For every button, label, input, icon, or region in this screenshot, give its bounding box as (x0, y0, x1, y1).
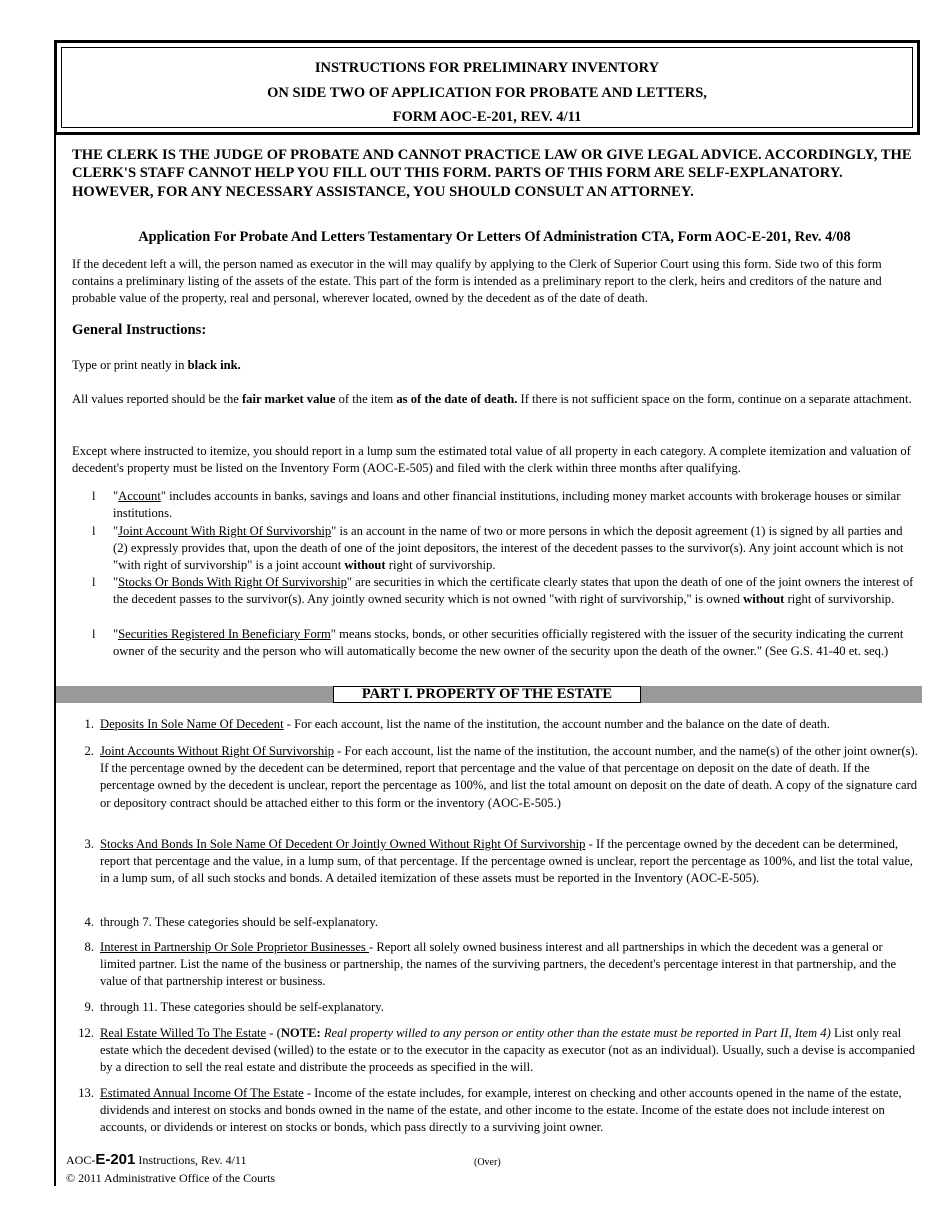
definition-stocks-bonds: l "Stocks Or Bonds With Right Of Survivorship" are securities in which the certificate clearly states that upon the death of one of the joint owners the interest of the decedent passes to the survivor(s). Any jointly owned security which is not owned "with right of survivorship," is owned without right of survivorship. (92, 575, 914, 607)
item-term: Joint Accounts Without Right Of Survivorship (100, 744, 334, 758)
item-term: Stocks And Bonds In Sole Name Of Decedent Or Jointly Owned Without Right Of Survivorship (100, 837, 586, 851)
item-number: 3. (84, 837, 94, 851)
item-number: 8. (84, 940, 94, 954)
part-1-title: PART I. PROPERTY OF THE ESTATE (333, 686, 641, 703)
ink-instruction (72, 357, 920, 374)
definition-bold: without (743, 592, 785, 607)
definition-text: " are securities in which the certificate clearly states that upon the death of one of the joint owners the interest of the decedent passes to the survivor(s). Any jointly owned security which is not owned "with right of survivorship," is owned (113, 575, 914, 607)
bullet-marker: l (92, 627, 96, 641)
item-4-7 (72, 914, 920, 931)
item-text: - For each account, list the name of the institution, the account number and the balance on the date of death. (283, 717, 830, 731)
values-bold-2: as of the date of death. (396, 392, 518, 406)
item-3 (72, 836, 920, 888)
title-line-1: INSTRUCTIONS FOR PRELIMINARY INVENTORY (314, 60, 660, 76)
definition-joint-account: l "Joint Account With Right Of Survivorship" is an account in the name of two or more persons in which the deposit agreement (1) is signed by all parties and (2) expressly provides that, upon the death of one of the joint depositors, the interest of the decedent passes to the survivor(s). Any joint account which is not "with right of survivorship" is a joint account without right of survivorship. (92, 524, 904, 573)
item-text-pre: - ( (266, 1026, 281, 1040)
title-line-3: FORM AOC-E-201, REV. 4/11 (392, 109, 582, 125)
footer-suffix: Instructions, Rev. 4/11 (135, 1153, 247, 1167)
ink-text: Type or print neatly in (72, 358, 188, 372)
item-text: - If the percentage owned by the decedent can be determined, report that percentage and the value, in a lump sum, of that percentage. If the percentage owned is unclear, report the percentage as 100%, and list the total value, in a lump sum, of all such stocks and bonds. A detailed itemization of these assets must be reported in the Inventory (AOC-E-505). (100, 837, 913, 886)
definition-text: " means stocks, bonds, or other securities officially registered with the issuer of the security indicating the current owner of the security and the person who will automatically become the new owner of the security upon the death of the owner." (See G.S. 41-40 et. seq.) (113, 627, 904, 659)
definition-text: " includes accounts in banks, savings and loans and other financial institutions, including money market accounts with brokerage houses or similar institutions. (113, 489, 901, 521)
item-13 (72, 1085, 920, 1137)
general-instructions-heading: General Instructions: (72, 322, 207, 338)
definition-term: Joint Account With Right Of Survivorship (118, 524, 332, 538)
footer-form-id (66, 1151, 275, 1187)
footer-over: (Over) (474, 1157, 501, 1168)
legal-advice-warning: THE CLERK IS THE JUDGE OF PROBATE AND CANNOT PRACTICE LAW OR GIVE LEGAL ADVICE. ACCORDINGLY, THE CLERK'S STAFF CANNOT HELP YOU FILL OUT THIS FORM. PARTS OF THIS FORM ARE SELF-EXPLANATORY. HOWEVER, FOR ANY NECESSARY ASSISTANCE, YOU SHOULD CONSULT AN ATTORNEY. (72, 147, 912, 200)
values-text-2: of the item (335, 392, 397, 406)
item-2 (72, 743, 920, 812)
definition-text: " is an account in the name of two or more persons in which the deposit agreement (1) is signed by all parties and (2) expressly provides that, upon the death of one of the joint depositors, the interest of the decedent passes to the survivor(s). Any joint account which is not "with right of survivorship" is a joint account (113, 524, 904, 573)
item-12 (72, 1025, 920, 1077)
itemize-instruction: Except where instructed to itemize, you should report in a lump sum the estimated total value of all property in each category. A complete itemization and valuation of decedent's property must be listed on the Inventory Form (AOC-E-505) and filed with the clerk within three months after qualifying. (72, 444, 911, 476)
item-text: - Income of the estate includes, for example, interest on checking and other accounts opened in the name of the estate, dividends and interest on stocks and bonds owned in the name of the estate, and other income to the estate. Income of the estate does not include interest on accounts, or dividends or interest on stocks or bonds, which pass directly to a surviving joint owner. (100, 1086, 902, 1135)
footer-form-number: E-201 (95, 1151, 136, 1168)
intro-paragraph: If the decedent left a will, the person named as executor in the will may qualify by applying to the Clerk of Superior Court using this form. Side two of this form contains a preliminary listing of the assets of the estate. This part of the form is intended as a preliminary report to the clerk, heirs and creditors of the nature and probable value of the property, real and personal, wherever located, owned by the decedent as of the date of death. (72, 257, 882, 306)
values-bold-1: fair market value (241, 392, 336, 406)
values-text-3: If there is not sufficient space on the form, continue on a separate attachment. (517, 392, 912, 406)
item-number: 12. (78, 1026, 94, 1040)
item-text: - Report all solely owned business interest and all partnerships in which the decedent was a general or limited partner. List the name of the business or partnership, the names of the surviving partners, the decedent's percentage interest in that partnership, and the value of that partnership interest or business. (100, 940, 897, 989)
definition-term: Securities Registered In Beneficiary Form (118, 627, 331, 641)
bullet-marker: l (92, 524, 96, 538)
definition-text-end: right of survivorship. (784, 592, 895, 607)
title-block (61, 47, 913, 128)
item-text: - For each account, list the name of the institution, the account number, and the name(s) of the other joint owner(s). If the percentage owned by the decedent can be determined, report that percentage and the value of that percentage on deposit on the date of death. If the percentage owned by the decedent is unclear, report the percentage as 100%, and list the total amount on deposit on the date of death. A copy of the signature card or depository contract should be attached either to this form or the inventory (AOC-E-505.) (100, 744, 918, 810)
definition-securities: l "Securities Registered In Beneficiary Form" means stocks, bonds, or other securities officially registered with the issuer of the security indicating the current owner of the security and the person who will automatically become the new owner of the security upon the death of the owner." (See G.S. 41-40 et. seq.) (92, 627, 904, 659)
item-9-11 (72, 999, 920, 1016)
item-term: Real Estate Willed To The Estate (100, 1026, 267, 1040)
item-note: NOTE: (280, 1026, 321, 1040)
footer-copyright: © 2011 Administrative Office of the Courts (66, 1171, 276, 1185)
definition-term: Stocks Or Bonds With Right Of Survivorship (118, 575, 347, 589)
bullet-marker: l (92, 489, 96, 503)
item-number: 2. (84, 744, 94, 758)
item-term: Interest in Partnership Or Sole Proprietor Businesses (100, 940, 369, 954)
item-number: 9. (84, 1000, 94, 1014)
values-instruction (72, 391, 920, 408)
title-line-2: ON SIDE TWO OF APPLICATION FOR PROBATE AND LETTERS, (267, 84, 707, 101)
item-1 (72, 716, 920, 733)
definition-bold: without (344, 558, 386, 573)
bullet-marker: l (92, 575, 96, 589)
application-title: Application For Probate And Letters Testamentary Or Letters Of Administration CTA, Form AOC-E-201, Rev. 4/08 (138, 229, 851, 245)
item-text: through 7. These categories should be self-explanatory. (100, 915, 379, 929)
footer-prefix: AOC- (66, 1153, 96, 1167)
item-term: Deposits In Sole Name Of Decedent (100, 717, 284, 731)
definition-account: l "Account" includes accounts in banks, savings and loans and other financial institutions, including money market accounts with brokerage houses or similar institutions. (92, 489, 901, 521)
definition-text-end: right of survivorship. (385, 558, 496, 573)
values-text-1: All values reported should be the (72, 392, 242, 406)
item-number: 1. (84, 717, 94, 731)
ink-bold: black ink. (187, 358, 241, 372)
item-text: List only real estate which the decedent devised (willed) to the estate or to the executor in the capacity as executor (not as an individual). Usually, such a devise is accompanied by a direction to sell the real estate and distribute the proceeds as specified in the will. (100, 1026, 916, 1075)
item-number: 13. (78, 1086, 94, 1100)
item-8 (72, 939, 920, 991)
item-text: through 11. These categories should be self-explanatory. (100, 1000, 384, 1014)
item-number: 4. (84, 915, 94, 929)
item-term: Estimated Annual Income Of The Estate (100, 1086, 304, 1100)
definition-term: Account (118, 489, 161, 503)
item-note-italic: Real property willed to any person or entity other than the estate must be reported in Part II, Item 4) (320, 1026, 831, 1040)
title-box (54, 40, 920, 135)
